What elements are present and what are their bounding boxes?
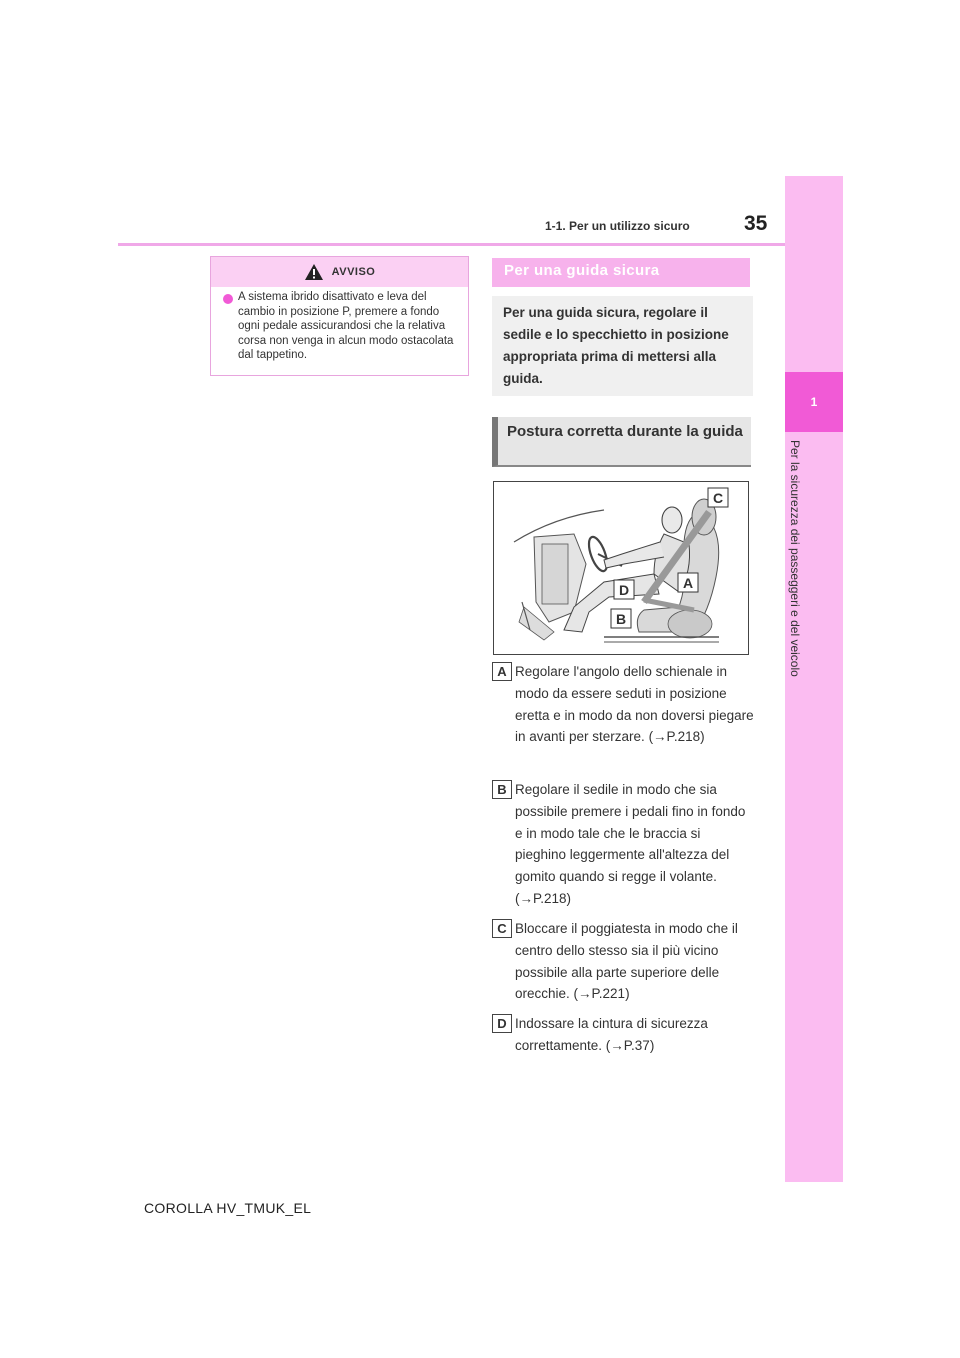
intro-text: Per una guida sicura, regolare il sedile e lo specchietto in posizione appropriata prima di mettersi alla guida.	[503, 305, 729, 386]
warning-label: AVVISO	[331, 266, 376, 278]
section-heading-text: Per una guida sicura	[504, 262, 660, 279]
chapter-title: Per la sicurezza dei passeggeri e del veicolo	[788, 440, 802, 677]
item-text-d: Indossare la cintura di sicurezza correttamente. (→P.37)	[515, 1016, 708, 1053]
figure-label-d: D	[618, 582, 630, 598]
item-marker-c: C	[492, 919, 512, 938]
section-heading	[492, 258, 750, 287]
warning-text: A sistema ibrido disattivato e leva del cambio in posizione P, premere a fondo ogni pedale assicurandosi che la relativa corsa non venga in alcun modo ostacolata dal tappetino.	[238, 291, 454, 362]
bullet-icon	[223, 294, 233, 304]
figure-label-c: C	[712, 490, 724, 506]
warning-header	[211, 257, 468, 287]
chapter-title-vertical	[788, 440, 808, 720]
chapter-number-tab: 1	[785, 372, 843, 432]
page-number: 35	[744, 212, 768, 235]
driver-seat-drawing	[494, 482, 748, 654]
warning-triangle-icon	[304, 263, 324, 281]
footer-model: COROLLA HV_TMUK_EL	[144, 1200, 312, 1216]
item-text-c: Bloccare il poggiatesta in modo che il centro dello stesso sia il più vicino possibile alla parte superiore delle orecchie. (→P.221)	[515, 921, 738, 1002]
item-text-b: Regolare il sedile in modo che sia possibile premere i pedali fino in fondo e in modo tale che le braccia si pieghino leggermente all'altezza del gomito quando si regge il volante. (→P.218)	[515, 782, 746, 906]
subsection-heading-text: Postura corretta durante la guida	[507, 423, 743, 440]
figure-label-b: B	[615, 611, 627, 627]
section-title: 1-1. Per un utilizzo sicuro	[545, 219, 690, 233]
warning-box	[210, 256, 469, 376]
subsection-heading	[492, 417, 751, 467]
item-marker-d: D	[492, 1014, 512, 1033]
driving-posture-illustration	[493, 481, 749, 655]
header-rule	[118, 243, 785, 246]
intro-box	[492, 296, 753, 396]
figure-label-a: A	[682, 575, 694, 591]
item-text-a: Regolare l'angolo dello schienale in modo da essere seduti in posizione eretta e in modo da non doversi piegare in avanti per sterzare. (→P.218)	[515, 664, 754, 745]
item-marker-b: B	[492, 780, 512, 799]
item-marker-a: A	[492, 662, 512, 681]
